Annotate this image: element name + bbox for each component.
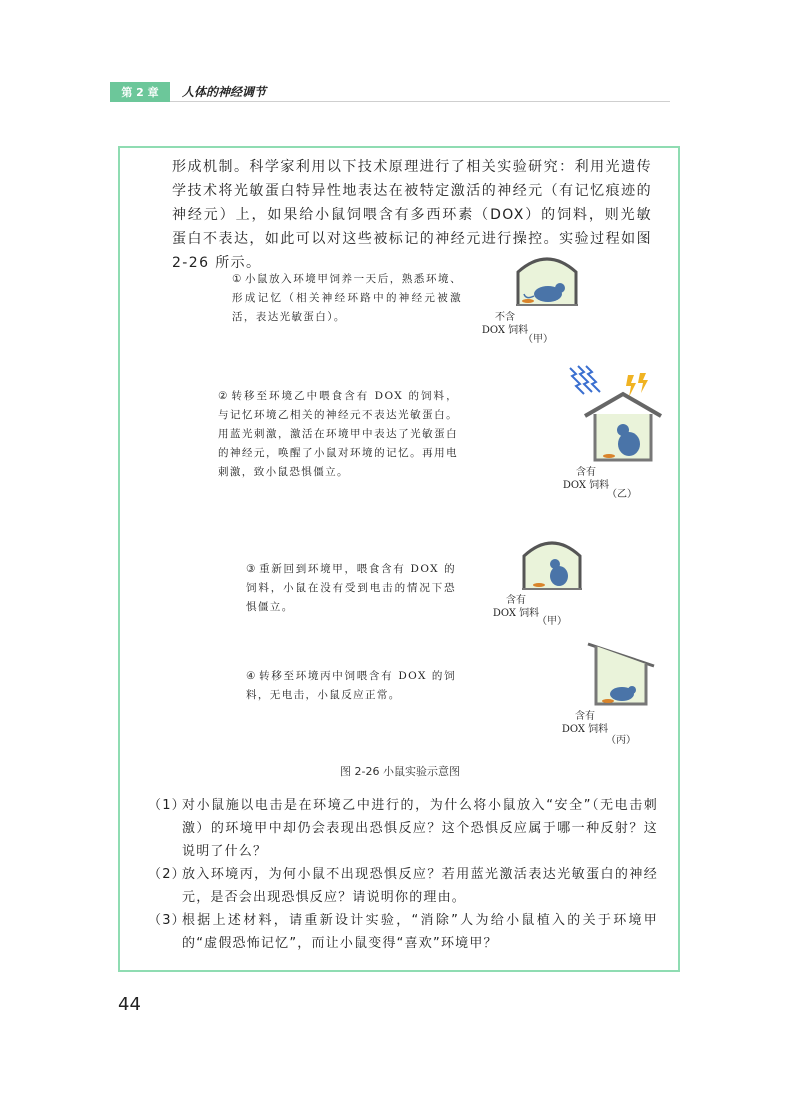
env-bing-house — [588, 638, 658, 706]
step-index: ④ — [246, 670, 258, 682]
feed-label: 不含 DOX 饲料 — [481, 312, 529, 336]
step-2-text — [218, 387, 458, 482]
figure-caption: 图 2-26 小鼠实验示意图 — [340, 765, 460, 778]
question-number: （1） — [148, 798, 186, 813]
feed-label: 含有 DOX 饲料 — [492, 595, 540, 619]
step-1-text — [232, 270, 462, 327]
step-description: 小鼠放入环境甲饲养一天后，熟悉环境、形成记忆（相关神经环路中的神经元被激活，表达光敏蛋白）。 — [232, 273, 462, 323]
env-label: （乙） — [607, 489, 637, 500]
feed-icon — [602, 699, 614, 703]
env-yi-house — [583, 392, 663, 462]
env-jia-house-1 — [512, 250, 582, 306]
step-index: ③ — [246, 563, 258, 575]
feed-label: 含有 DOX 饲料 — [561, 711, 609, 735]
header-divider — [170, 101, 670, 102]
feed-icon — [533, 583, 545, 587]
step-description: 重新回到环境甲，喂食含有 DOX 的饲料，小鼠在没有受到电击的情况下恐惧僵立。 — [246, 563, 456, 613]
page-number: 44 — [118, 994, 141, 1015]
question-list — [148, 794, 658, 955]
question-number: （3） — [148, 913, 186, 928]
chapter-tab: 第 2 章 — [110, 82, 170, 102]
env-label: （丙） — [606, 735, 636, 746]
step-index: ① — [232, 273, 243, 285]
question-number: （2） — [148, 867, 186, 882]
step-index: ② — [218, 390, 230, 402]
env-jia-house-2 — [519, 534, 585, 590]
step-description: 转移至环境丙中饲喂含有 DOX 的饲料，无电击，小鼠反应正常。 — [246, 670, 456, 701]
feed-icon — [522, 299, 534, 303]
env-label: （甲） — [523, 334, 553, 345]
intro-paragraph: 形成机制。科学家利用以下技术原理进行了相关实验研究：利用光遗传学技术将光敏蛋白特异性地表达在被特定激活的神经元（有记忆痕迹的神经元）上，如果给小鼠饲喂含有多西环素（DOX）的饲料，则光敏蛋白不表达，如此可以对这些被标记的神经元进行操控。实验过程如图 2-26 所示。 — [172, 159, 652, 271]
question-item — [148, 794, 658, 863]
question-text: 对小鼠施以电击是在环境乙中进行的，为什么将小鼠放入“安全”（无电击刺激）的环境甲中却仍会表现出恐惧反应？这个恐惧反应属于哪一种反射？这说明了什么？ — [182, 798, 658, 859]
env-label: （甲） — [537, 616, 567, 627]
step-3-text — [246, 560, 456, 617]
question-text: 放入环境丙，为何小鼠不出现恐惧反应？若用蓝光激活表达光敏蛋白的神经元，是否会出现恐惧反应？请说明你的理由。 — [182, 867, 658, 905]
step-4-text — [246, 667, 456, 705]
question-item — [148, 863, 658, 909]
feed-label: 含有 DOX 饲料 — [562, 467, 610, 491]
question-item — [148, 909, 658, 955]
question-text: 根据上述材料，请重新设计实验，“消除”人为给小鼠植入的关于环境甲的“虚假恐怖记忆”，而让小鼠变得“喜欢”环境甲？ — [182, 913, 658, 951]
chapter-title: 人体的神经调节 — [182, 85, 267, 99]
step-description: 转移至环境乙中喂食含有 DOX 的饲料，与记忆环境乙相关的神经元不表达光敏蛋白。用蓝光刺激，激活在环境甲中表达了光敏蛋白的神经元，唤醒了小鼠对环境的记忆。再用电刺激，致小鼠恐惧僵立。 — [218, 390, 458, 478]
feed-icon — [603, 454, 615, 458]
